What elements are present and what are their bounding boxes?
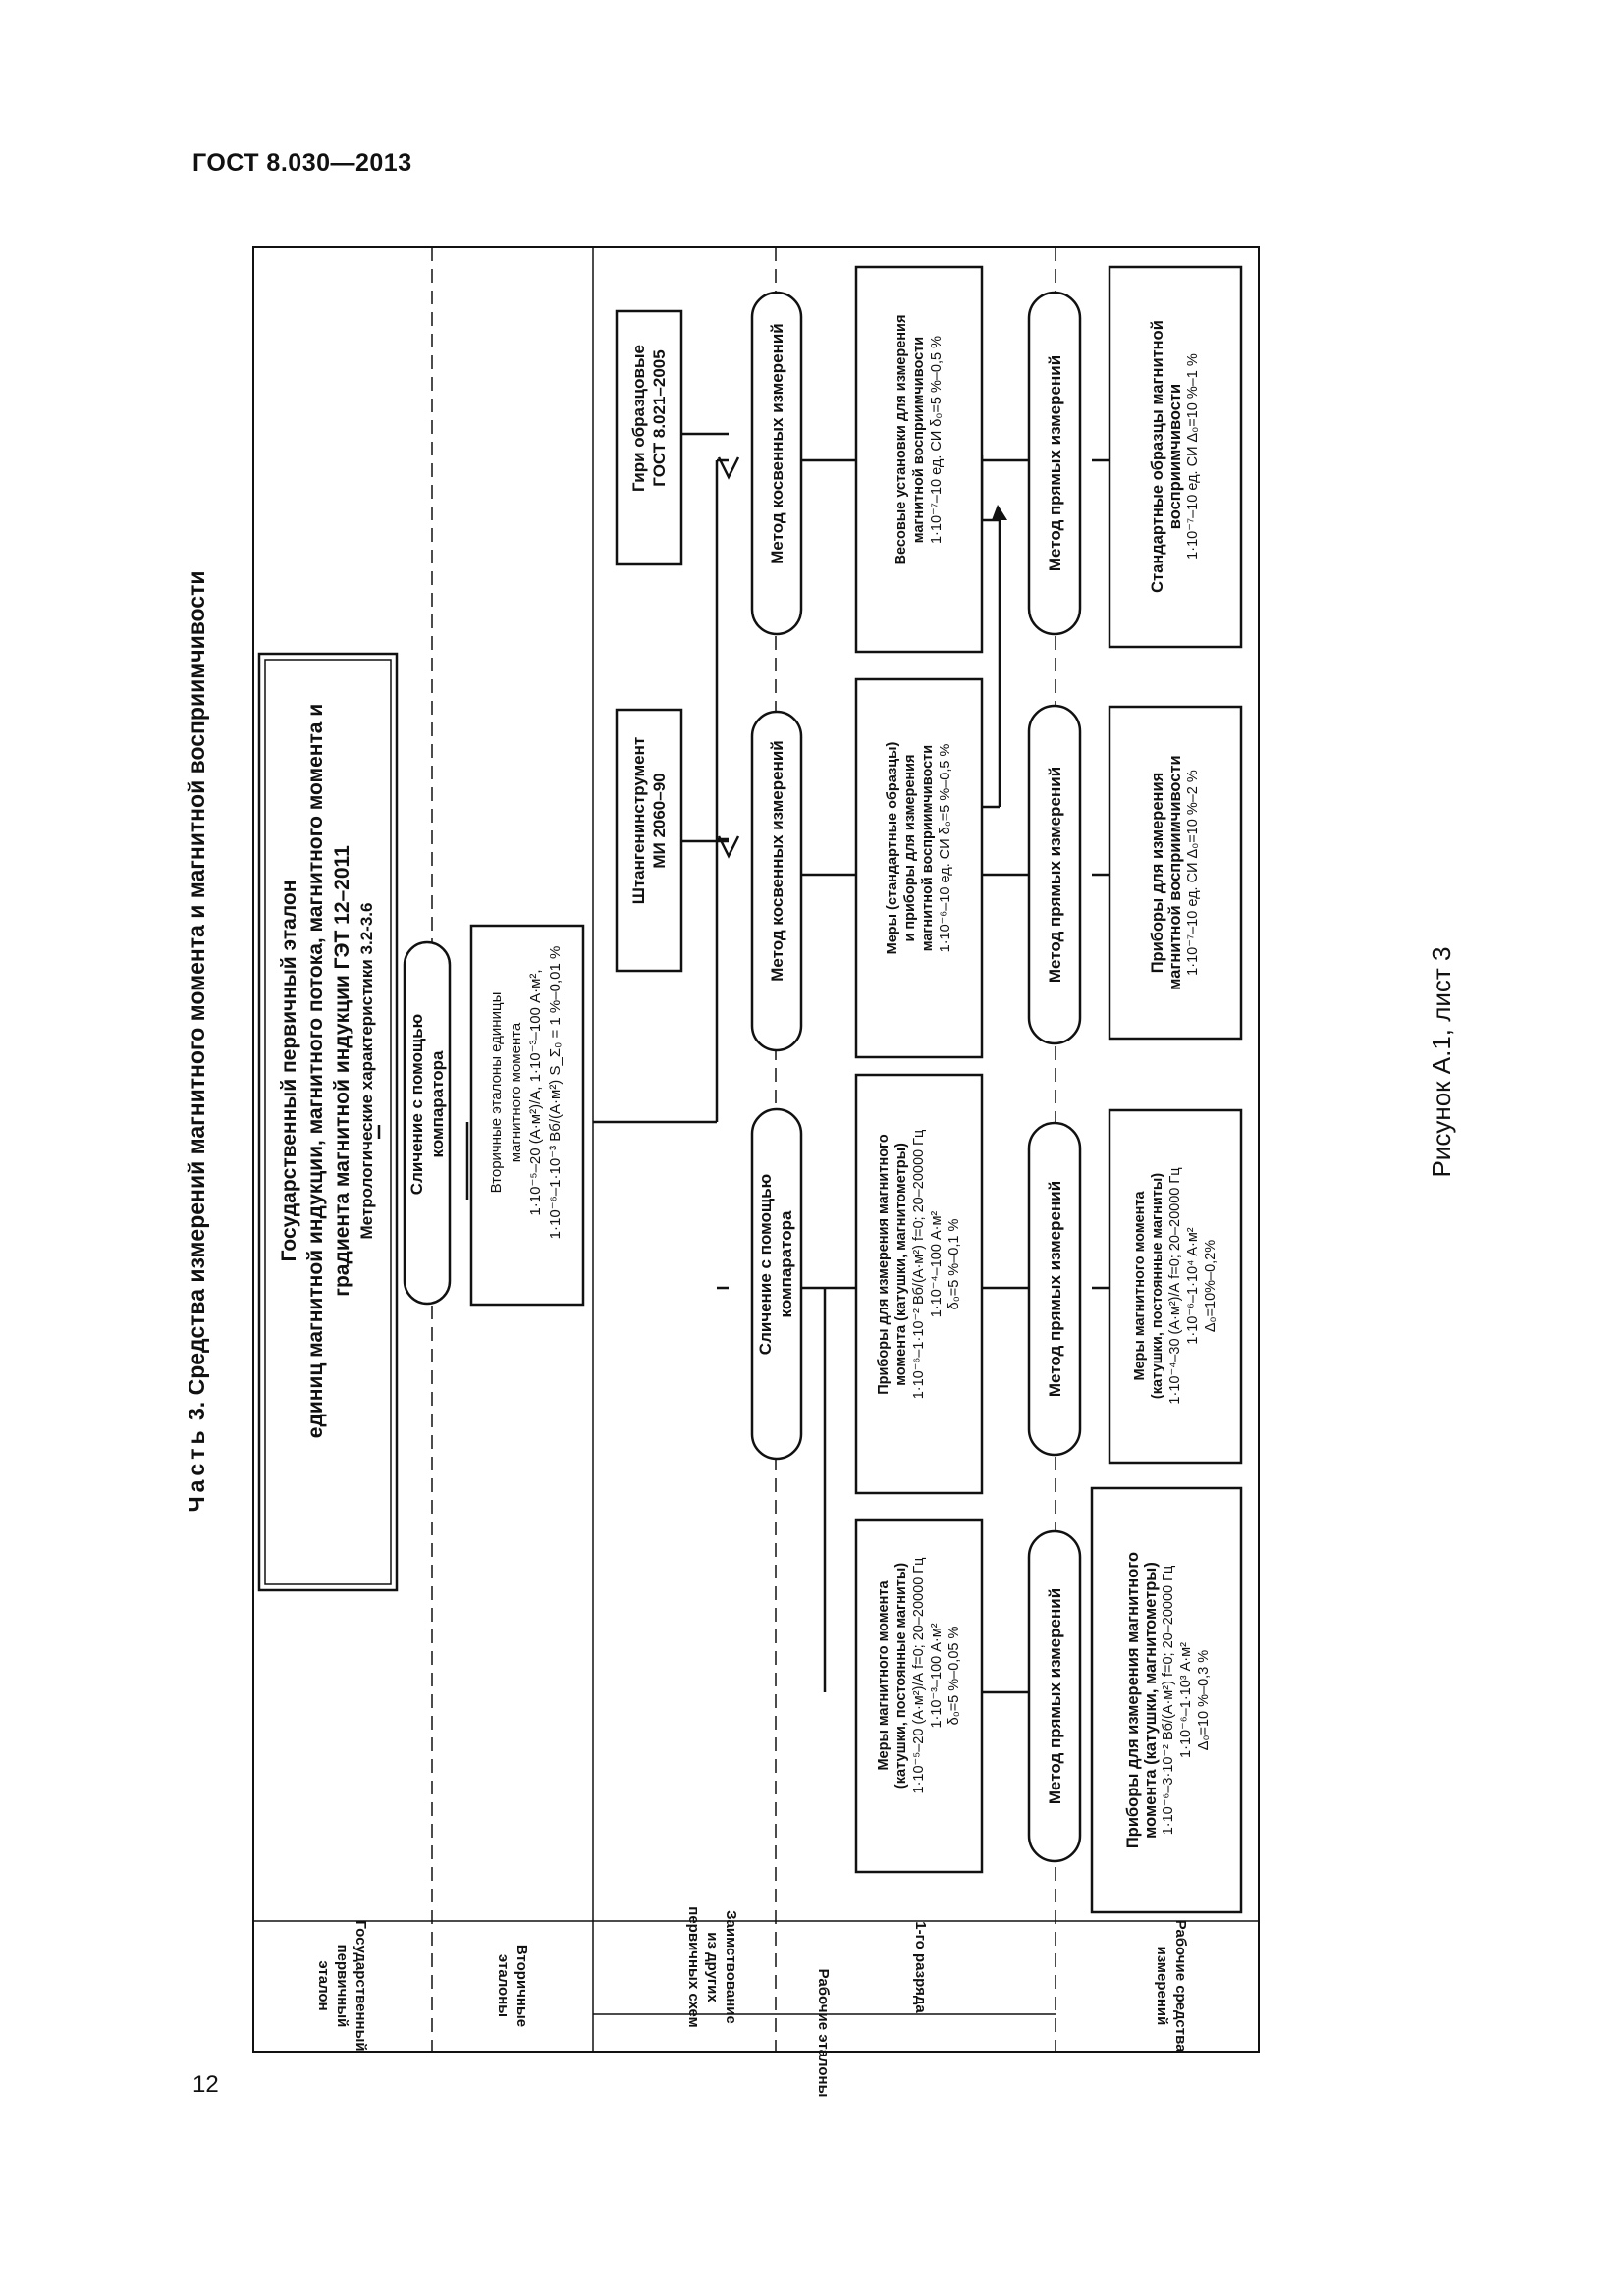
fg-weight-installations-text: Весовые установки для измерения магнитной восприимчивости 1·10⁻⁷–10 ед. СИ δ₀=5 %–0,5 % [893, 314, 945, 565]
w-susceptibility-instruments-text: Приборы для измерения магнитной восприимчивости 1·10⁻⁷–10 ед. СИ Δ₀=10 %–2 % [1149, 755, 1201, 990]
figure-caption: Рисунок А.1, лист 3 [1427, 946, 1456, 1178]
arrowheads-fill [992, 505, 1007, 520]
secondary-standards-text: Вторичные эталоны единицы магнитного момента 1·10⁻⁵–20 (А·м²)/А, 1·10⁻³–100 А·м², 1·10⁻⁶–1·10⁻³ Вб/(А·м²) S_Σ₀ = 1 %–0,01 % [488, 945, 564, 1240]
w-measures-text: Меры магнитного момента (катушки, постоянные магниты) 1·10⁻⁴–30 (А·м²)/А f=0; 20–20000 Гц 1·10⁻⁶–1·10⁴ А·м² Δ₀=10%–0,2% [1132, 1167, 1218, 1405]
w-instruments-text: Приборы для измерения магнитного момента (катушки, магнитометры) 1·10⁻⁶–3·10⁻² Вб/(А·м²) f=0; 20–20000 Гц 1·10⁻⁶–1·10³ А·м² Δ₀=10 %–0,3 % [1124, 1551, 1212, 1849]
comparator-text-first-grade: Сличение с помощью компаратора [756, 1173, 795, 1356]
level-label-working-group: Рабочие эталоны [815, 1968, 833, 2098]
level-label-primary: Государственный первичный эталон [315, 1920, 370, 2052]
primary-standard-text: Государственный первичный эталон единиц магнитной индукции, магнитного потока, магнитного момента и градиента магнитной индукции ГЭТ 12–2011 Метрологические характеристики 3.2-3.6 [277, 703, 376, 1439]
level-label-borrowed: Заимствование из других первичных схем [685, 1906, 740, 2028]
direct-text-4: Метод прямых измерений [1045, 354, 1064, 572]
level-label-working-instruments: Рабочие средства измерений [1154, 1919, 1189, 2053]
direct-text-3: Метод прямых измерений [1045, 766, 1064, 984]
fg-measures-text: Меры магнитного момента (катушки, постоянные магниты) 1·10⁻⁵–20 (А·м²)/А f=0; 20–20000 Гц 1·10⁻³–100 А·м² δ₀=5 %–0,05 % [876, 1557, 962, 1794]
w-standard-samples-text: Стандартные образцы магнитной восприимчивости 1·10⁻⁷–10 ед. СИ Δ₀=10 %–1 % [1149, 320, 1201, 593]
fg-instruments-text: Приборы для измерения магнитного момента (катушки, магнитометры) 1·10⁻⁶–1·10⁻² Вб/(А·м²) f=0; 20–20000 Гц 1·10⁻⁴–100 А·м² δ₀=5 %–0,1 % [876, 1129, 962, 1400]
level-label-first-grade: 1-го разряда [912, 1921, 930, 2013]
document-header: ГОСТ 8.030—2013 [192, 149, 412, 177]
indirect-text-left: Метод косвенных измерений [767, 740, 786, 982]
weights-text: Гири образцовые ГОСТ 8.021–2005 [629, 345, 669, 492]
comparator-text-secondary: Сличение с помощью компаратора [407, 1013, 447, 1196]
part-title-prefix: Часть [184, 1426, 209, 1513]
indirect-text-right: Метод косвенных измерений [767, 323, 786, 564]
direct-text-1: Метод прямых измерений [1045, 1587, 1064, 1805]
fg-susceptibility-measures-text: Меры (стандартные образцы) и приборы для измерения магнитной восприимчивости 1·10⁻⁶–10 ед. СИ δ₀=5 %–0,5 % [885, 741, 953, 955]
level-label-secondary: Вторичные эталоны [495, 1944, 530, 2028]
page-number: 12 [192, 2071, 219, 2098]
part-title-rest: 3. Средства измерений магнитного момента и магнитной восприимчивости [184, 570, 209, 1420]
direct-text-2: Метод прямых измерений [1045, 1180, 1064, 1398]
arrowheads [719, 457, 738, 856]
vernier-text: Штангенинструмент МИ 2060–90 [629, 736, 669, 905]
